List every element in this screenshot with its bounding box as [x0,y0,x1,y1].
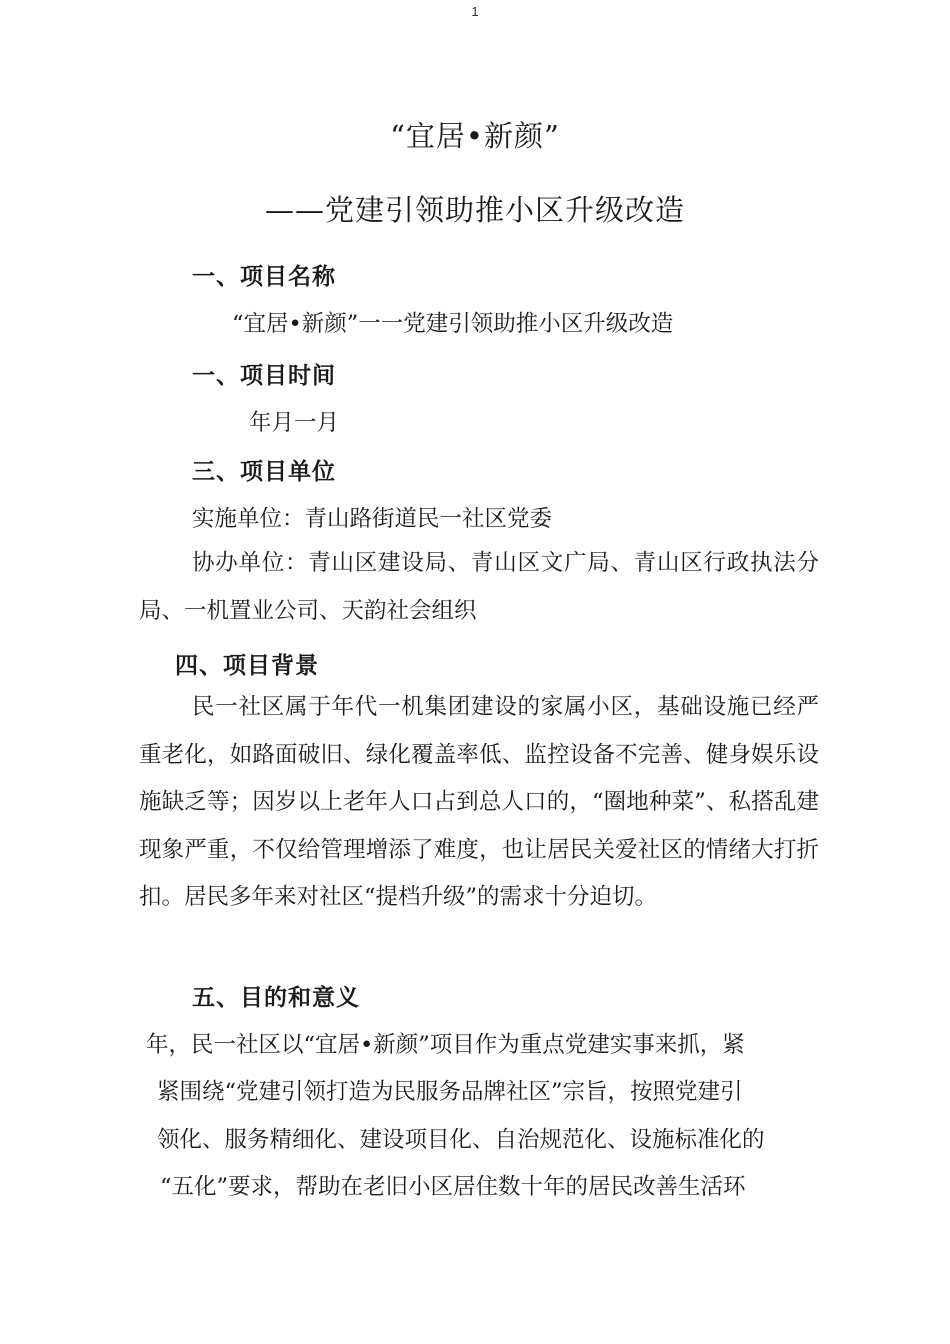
background-text: 民一社区属于年代一机集团建设的家属小区，基础设施已经严重老化，如路面破旧、绿化覆盖率低、监控设备不完善、健身娱乐设施缺乏等；因岁以上老年人口占到总人口的，“圈地种菜”、私搭乱建现象严重，不仅给管理增添了难度，也让居民关爱社区的情绪大打折扣。居民多年来对社区“提档升级”的需求十分迫切。 [139,694,819,910]
section-heading-project-time: 一、项目时间 [192,363,336,389]
purpose-line-2: 紧围绕“党建引领打造为民服务品牌社区”宗旨，按照党建引 [157,1079,743,1105]
page-number: 1 [471,4,479,19]
section-heading-purpose: 五、目的和意义 [192,985,360,1011]
purpose-line-4: “五化”要求，帮助在老旧小区居住数十年的居民改善生活环 [160,1174,746,1200]
document-subtitle: ——党建引领助推小区升级改造 [264,193,685,227]
section-heading-project-unit: 三、项目单位 [192,459,336,485]
purpose-line-3: 领化、服务精细化、建设项目化、自治规范化、设施标准化的 [157,1127,765,1153]
document-title: “宜居•新颜” [390,119,560,153]
co-organizers-text: 协办单位：青山区建设局、青山区文广局、青山区行政执法分局、一机置业公司、天韵社会组织 [139,550,819,624]
section-heading-project-name: 一、项目名称 [192,264,336,290]
project-name-text: “宜居•新颜”一一党建引领助推小区升级改造 [232,311,674,337]
implementer-text: 实施单位：青山路街道民一社区党委 [192,506,553,532]
section-heading-background: 四、项目背景 [175,653,319,679]
project-time-text: 年月一月 [249,410,340,436]
purpose-line-1: 年，民一社区以“宜居•新颜”项目作为重点党建实事来抓，紧 [146,1032,745,1058]
